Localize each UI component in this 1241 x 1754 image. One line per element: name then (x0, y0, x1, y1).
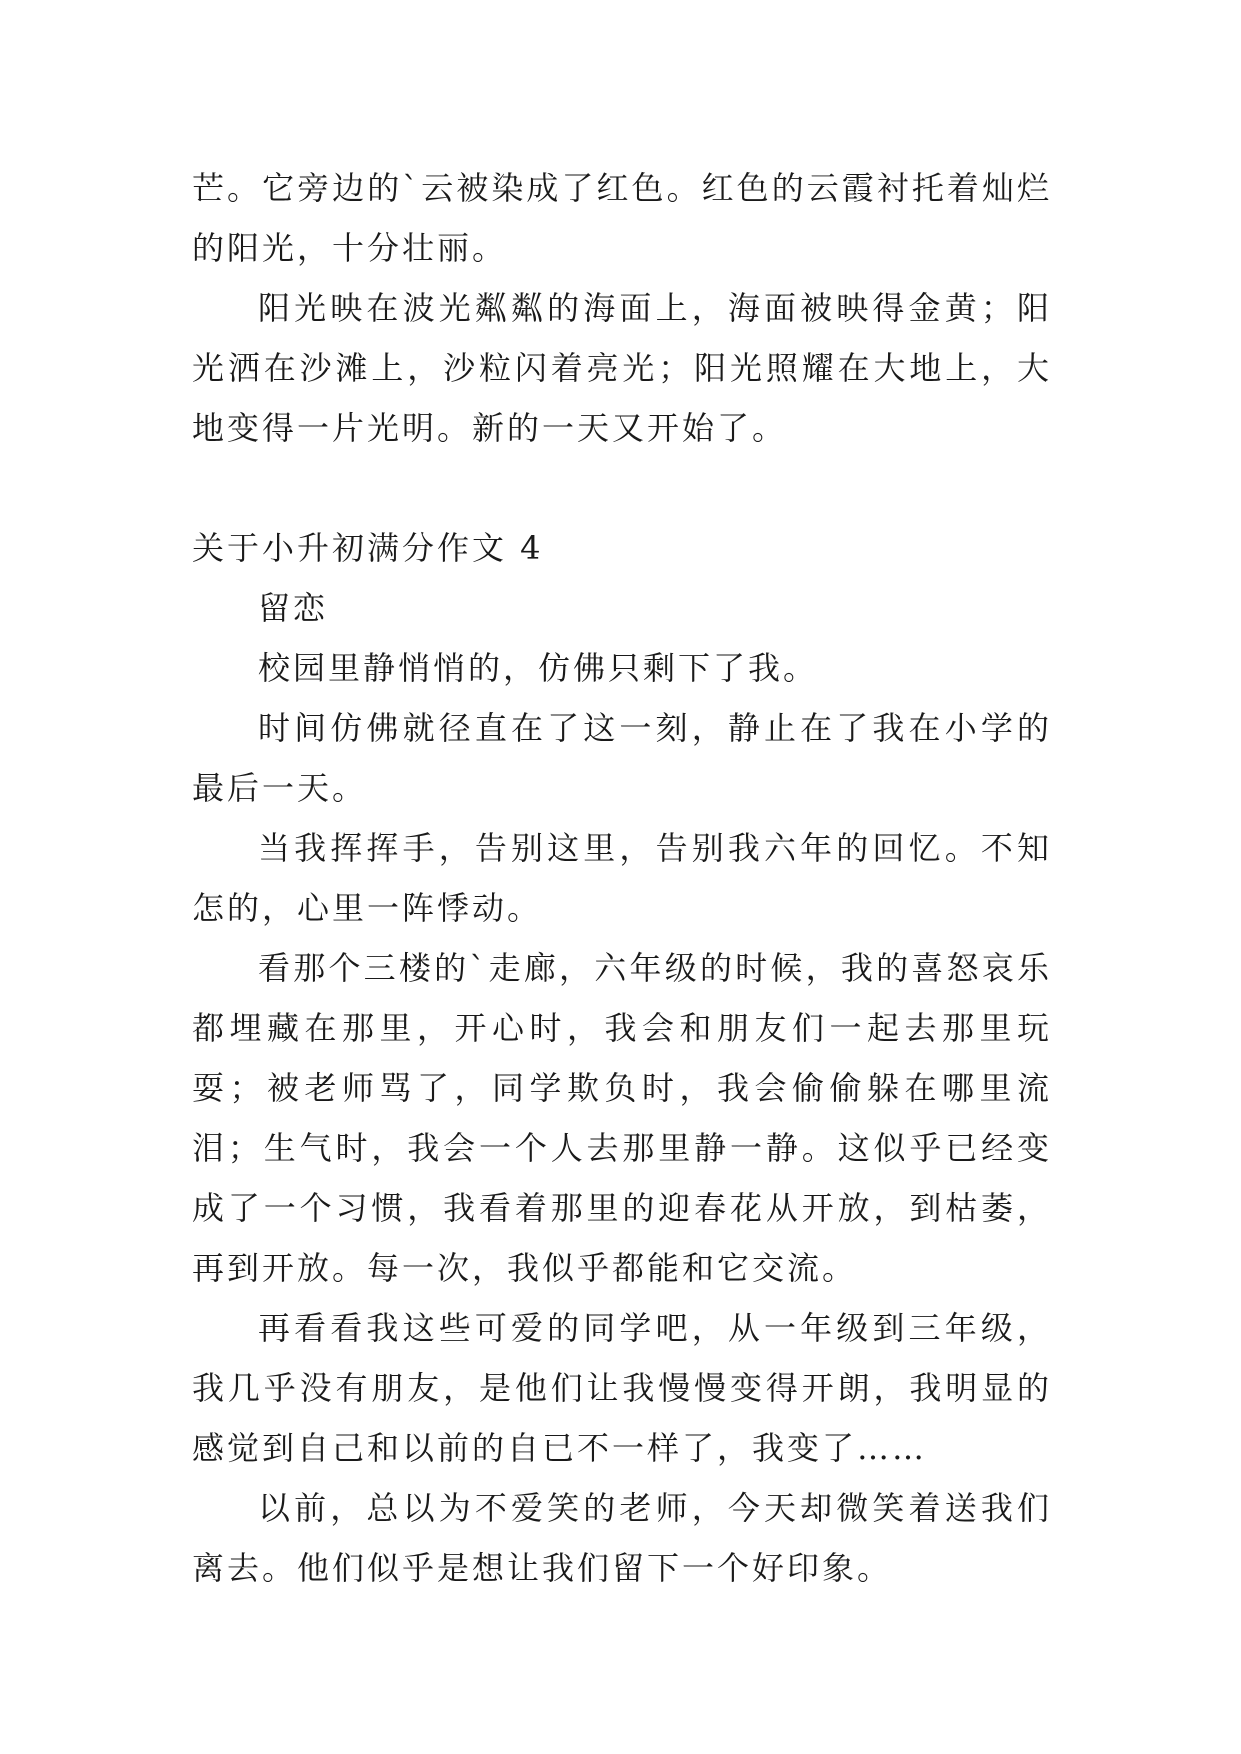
essay-title: 留恋 (258, 589, 329, 627)
essay-paragraph: 当我挥挥手，告别这里，告别我六年的回忆。不知怎的，心里一阵悸动。 (192, 829, 1052, 927)
essay-paragraph: 校园里静悄悄的，仿佛只剩下了我。 (258, 649, 819, 687)
section-title: 关于小升初满分作文 4 (192, 529, 544, 567)
essay-paragraph: 看那个三楼的`走廊，六年级的时候，我的喜怒哀乐都埋藏在那里，开心时，我会和朋友们一起去那里玩耍；被老师骂了，同学欺负时，我会偷偷躲在哪里流泪；生气时，我会一个人去那里静一静。这似乎已经变成了一个习惯，我看着那里的迎春花从开放，到枯萎，再到开放。每一次，我似乎都能和它交流。 (192, 949, 1052, 1287)
essay-paragraph: 以前，总以为不爱笑的老师，今天却微笑着送我们离去。他们似乎是想让我们留下一个好印象。 (192, 1489, 1052, 1587)
essay-paragraph: 再看看我这些可爱的同学吧，从一年级到三年级，我几乎没有朋友，是他们让我慢慢变得开朗，我明显的感觉到自己和以前的自已不一样了，我变了…… (192, 1309, 1052, 1467)
paragraph-sunlight: 阳光映在波光粼粼的海面上，海面被映得金黄；阳光洒在沙滩上，沙粒闪着亮光；阳光照耀在大地上，大地变得一片光明。新的一天又开始了。 (192, 289, 1052, 447)
section-spacer (192, 458, 1052, 518)
paragraph-continuation: 芒。它旁边的`云被染成了红色。红色的云霞衬托着灿烂的阳光，十分壮丽。 (192, 169, 1052, 267)
document-body (192, 158, 1052, 1598)
essay-paragraph: 时间仿佛就径直在了这一刻，静止在了我在小学的最后一天。 (192, 709, 1052, 807)
